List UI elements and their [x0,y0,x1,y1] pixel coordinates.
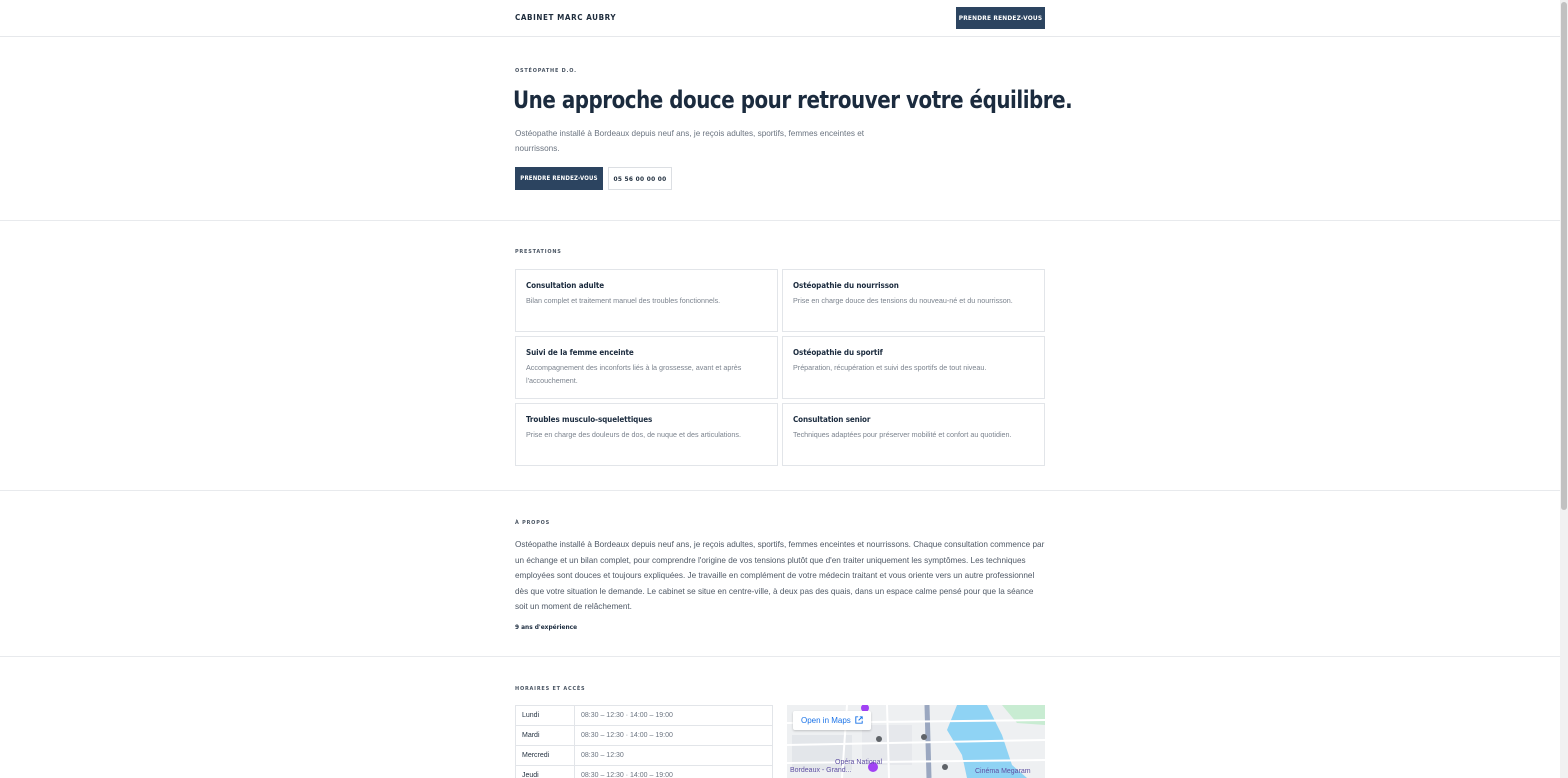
top-nav [0,0,1560,37]
service-card [515,269,778,332]
divider [0,220,1560,221]
divider [0,490,1560,491]
service-title: Ostéopathie du nourrisson [793,281,899,290]
service-card [515,403,778,466]
time-cell: 08:30 – 12:30 · 14:00 – 19:00 [581,732,673,739]
service-description: Accompagnement des inconforts liés à la grossesse, avant et après l'accouchement. [526,363,742,385]
service-card [782,269,1045,332]
day-cell: Mercredi [516,746,575,765]
hero-eyebrow: OSTÉOPATHE D.O. [515,68,577,74]
services-label: PRESTATIONS [515,249,562,255]
hours-label: HORAIRES ET ACCÈS [515,686,586,692]
service-card [782,403,1045,466]
map-place-label: Opéra National [835,759,883,766]
table-row [516,726,772,746]
about-label: À PROPOS [515,520,550,526]
page-scrollbar[interactable] [1560,0,1568,778]
external-link-icon [855,716,863,726]
experience-badge: 9 ans d'expérience [515,623,578,631]
service-title: Troubles musculo-squelettiques [526,415,653,424]
phone-button[interactable]: 05 56 00 00 00 [608,167,672,190]
service-description: Prise en charge douce des tensions du nouveau-né et du nourrisson. [793,296,1013,305]
map-place-label: Bordeaux - Grand... [790,767,852,774]
about-text: Ostéopathe installé à Bordeaux depuis neuf ans, je reçois adultes, sportifs, femmes enceintes et nourrissons. Chaque consultation commence par un échange et un bilan complet, pour comprendre l'origine de vos tensions plutôt que d'en traiter uniquement les symptômes. Les techniques employées sont douces et toujours expliquées. Je travaille en complément de votre médecin traitant et vous oriente vers un autre professionnel dès que votre situation le demande. Le cabinet se situe en centre-ville, à deux pas des quais, dans un espace calme pensé pour que la séance soit un moment de relâchement. [515,540,1045,612]
service-title: Suivi de la femme enceinte [526,348,634,357]
service-description: Techniques adaptées pour préserver mobilité et confort au quotidien. [793,430,1012,439]
time-cell: 08:30 – 12:30 · 14:00 – 19:00 [581,772,673,778]
day-cell: Lundi [516,706,575,725]
service-description: Préparation, récupération et suivi des sportifs de tout niveau. [793,363,987,372]
table-row [516,746,772,766]
embedded-map[interactable] [787,705,1045,778]
hero-description: Ostéopathe installé à Bordeaux depuis neuf ans, je reçois adultes, sportifs, femmes enceintes et nourrissons. [515,129,865,153]
book-appointment-button[interactable]: PRENDRE RENDEZ-VOUS [956,7,1045,29]
open-in-maps-label: Open in Maps [801,716,851,725]
service-title: Consultation adulte [526,281,605,290]
table-row [516,766,772,778]
scrollbar-thumb[interactable] [1561,2,1567,510]
time-cell: 08:30 – 12:30 [581,752,624,759]
service-card [782,336,1045,399]
time-cell: 08:30 – 12:30 · 14:00 – 19:00 [581,712,673,719]
service-description: Prise en charge des douleurs de dos, de nuque et des articulations. [526,430,741,439]
service-title: Ostéopathie du sportif [793,348,883,357]
hero-title: Une approche douce pour retrouver votre équilibre. [513,86,1073,114]
service-title: Consultation senior [793,415,871,424]
service-description: Bilan complet et traitement manuel des troubles fonctionnels. [526,296,721,305]
hero-book-button[interactable]: PRENDRE RENDEZ-VOUS [515,167,603,190]
service-card [515,336,778,399]
divider [0,656,1560,657]
day-cell: Jeudi [516,766,575,778]
brand-name[interactable]: CABINET MARC AUBRY [515,13,617,22]
map-place-label: Cinéma Megaram [975,768,1031,775]
open-in-maps-button[interactable] [793,711,871,730]
table-row [516,706,772,726]
hours-table [515,705,773,778]
day-cell: Mardi [516,726,575,745]
